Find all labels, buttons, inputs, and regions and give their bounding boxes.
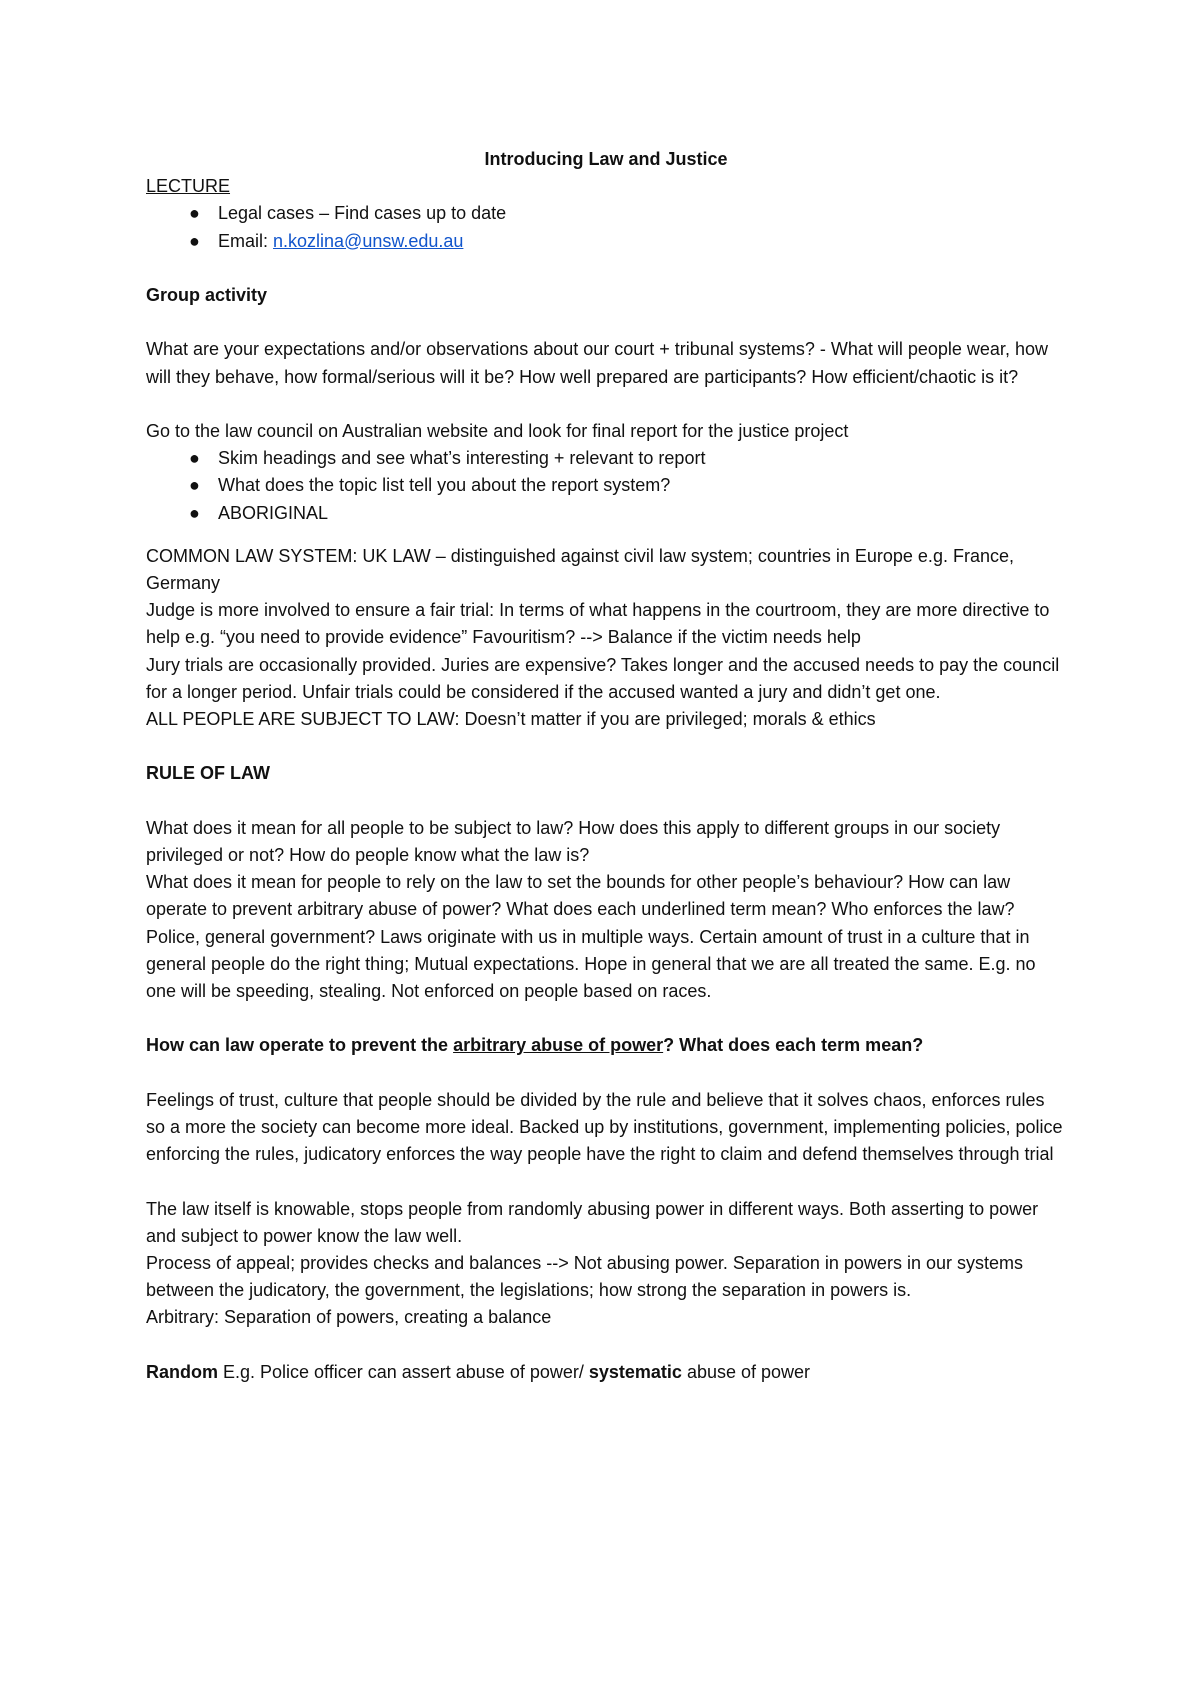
list-item-text: What does the topic list tell you about the report system? — [218, 475, 671, 496]
group-activity-question: What are your expectations and/or observations about our court + tribunal systems? - What will people wear, how will they behave, how formal/serious will it be? How well prepared are participants? How efficient/chaotic is it? — [146, 339, 1048, 387]
arbitrary-definition: Arbitrary: Separation of powers, creating a balance — [146, 1307, 552, 1328]
subject-to-law-paragraph: ALL PEOPLE ARE SUBJECT TO LAW: Doesn’t matter if you are privileged; morals & ethics — [146, 708, 876, 729]
document-page — [146, 146, 1066, 1386]
random-paragraph — [146, 1359, 1066, 1386]
underlined-term: arbitrary abuse of power — [453, 1035, 664, 1056]
group-activity-bullet-list — [146, 445, 1066, 527]
jury-paragraph: Jury trials are occasionally provided. Juries are expensive? Takes longer and the accused needs to pay the council for a longer period. Unfair trials could be considered if the accused wanted a jury and didn’t get one. — [146, 654, 1060, 702]
list-item — [146, 200, 1066, 227]
rule-of-law-discussion: What does it mean for people to rely on the law to set the bounds for other people’s behaviour? How can law operate to prevent arbitrary abuse of power? What does each underlined term mean? Who enforces the law? Police, general government? Laws originate with us in multiple ways. Certain amount of trust in a culture that in general people do the right thing; Mutual expectations. Hope in general that we are all treated the same. E.g. no one will be speeding, stealing. Not enforced on people based on races. — [146, 872, 1036, 1001]
list-item-text: Legal cases – Find cases up to date — [218, 203, 507, 224]
random-text: E.g. Police officer can assert abuse of power/ — [218, 1361, 589, 1382]
arbitrary-abuse-question — [146, 1032, 1066, 1059]
bullet-icon: ● — [189, 502, 200, 523]
random-text-end: abuse of power — [681, 1361, 811, 1382]
rule-of-law-heading: RULE OF LAW — [146, 763, 270, 784]
question-text: ? What does each term mean? — [663, 1035, 924, 1056]
lecture-bullet-list — [146, 200, 1066, 254]
group-activity-instruction: Go to the law council on Australian website and look for final report for the justice project — [146, 420, 849, 441]
judge-paragraph: Judge is more involved to ensure a fair trial: In terms of what happens in the courtroom, they are more directive to help e.g. “you need to provide evidence” Favouritism? --> Balance if the victim needs help — [146, 600, 1050, 648]
list-item — [146, 445, 1066, 472]
random-term: Random — [146, 1361, 218, 1382]
list-item-text: ABORIGINAL — [218, 502, 329, 523]
bullet-icon: ● — [189, 475, 200, 496]
rule-of-law-question: What does it mean for all people to be subject to law? How does this apply to different groups in our society privileged or not? How do people know what the law is? — [146, 817, 1001, 865]
common-law-paragraph: COMMON LAW SYSTEM: UK LAW – distinguished against civil law system; countries in Europe e.g. France, Germany — [146, 545, 1014, 593]
lecture-heading — [146, 173, 1066, 200]
document-title: Introducing Law and Justice — [484, 149, 728, 169]
bullet-icon: ● — [189, 203, 200, 224]
list-item — [146, 500, 1066, 527]
list-item-text: Skim headings and see what’s interesting + relevant to report — [218, 448, 706, 469]
email-label: Email: — [218, 230, 274, 251]
bullet-icon: ● — [189, 448, 200, 469]
group-activity-heading: Group activity — [146, 284, 268, 305]
bullet-icon: ● — [189, 230, 200, 251]
lecture-heading-text: LECTURE — [146, 176, 231, 197]
appeal-paragraph: Process of appeal; provides checks and balances --> Not abusing power. Separation in powers in our systems between the judicatory, the government, the legislations; how strong the separation in powers is. — [146, 1252, 1023, 1301]
email-link[interactable]: n.kozlina@unsw.edu.au — [273, 230, 464, 251]
list-item — [146, 228, 1066, 255]
knowable-law-paragraph: The law itself is knowable, stops people from randomly abusing power in different ways. Both asserting to power and subject to power know the law well. — [146, 1198, 1039, 1246]
trust-paragraph: Feelings of trust, culture that people should be divided by the rule and believe that it solves chaos, enforces rules so a more the society can become more ideal. Backed up by institutions, government, implementing policies, police enforcing the rules, judicatory enforces the way people have the right to claim and defend themselves through trial — [146, 1089, 1063, 1165]
list-item — [146, 472, 1066, 499]
question-text: How can law operate to prevent the — [146, 1035, 454, 1056]
systematic-term: systematic — [588, 1361, 682, 1382]
